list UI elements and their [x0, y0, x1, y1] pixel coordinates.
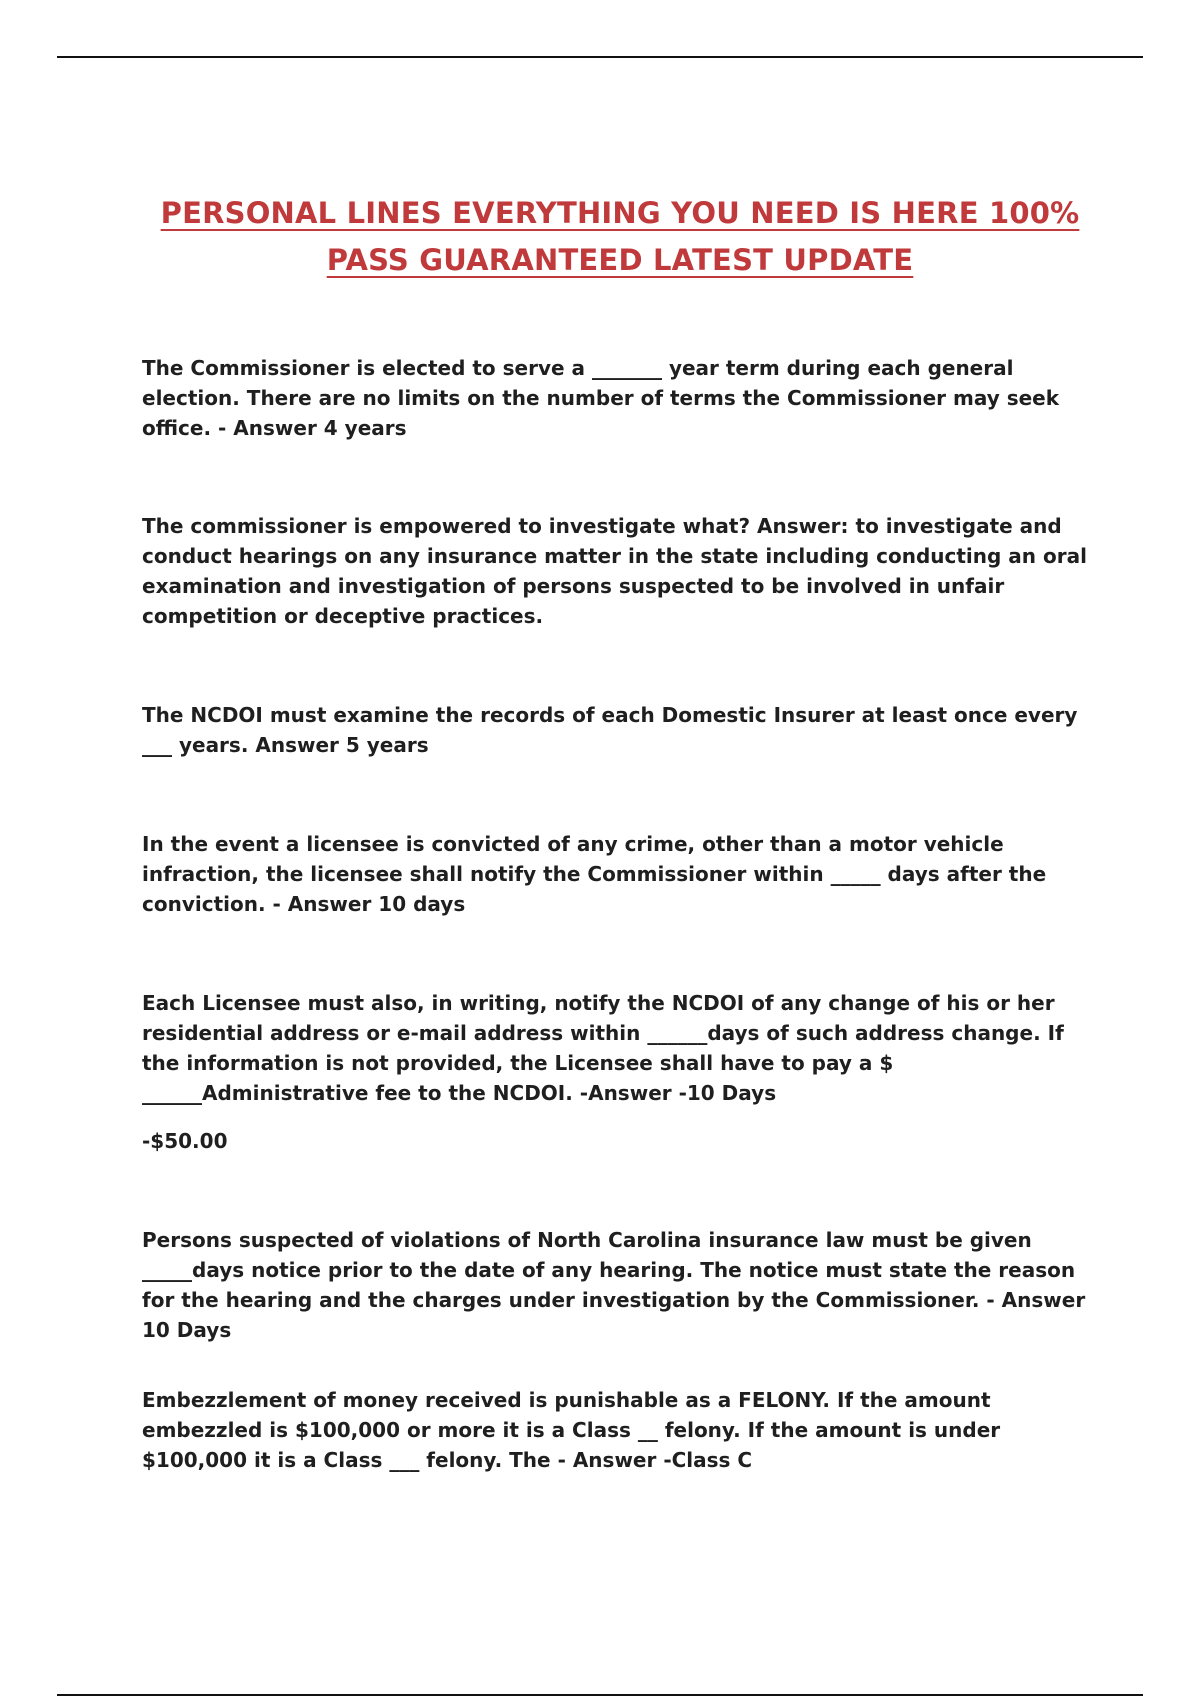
- qa-item-6: [142, 1225, 1092, 1345]
- title-line-2: PASS GUARANTEED LATEST UPDATE: [326, 243, 914, 277]
- qa-item-2: [142, 511, 1092, 631]
- footer-rule: [57, 1694, 1143, 1696]
- qa-text: Each Licensee must also, in writing, notify the NCDOI of any change of his or her residential address or e-mail address within ______days of such address change. If the information is not provided, the Licensee shall have to pay a $ ______Administrative fee to the NCDOI. -Answer -10 Days: [142, 991, 1064, 1105]
- qa-item-7: [142, 1385, 1092, 1475]
- qa-text: The Commissioner is elected to serve a _______ year term during each general election. There are no limits on the number of terms the Commissioner may seek office. - Answer 4 years: [142, 356, 1060, 440]
- qa-text: Persons suspected of violations of North Carolina insurance law must be given _____days notice prior to the date of any hearing. The notice must state the reason for the hearing and the charges under investigation by the Commissioner. - Answer 10 Days: [142, 1228, 1086, 1342]
- qa-item-1: [142, 353, 1092, 443]
- qa-item-3: [142, 700, 1092, 760]
- qa-text: Embezzlement of money received is punishable as a FELONY. If the amount embezzled is $100,000 or more it is a Class __ felony. If the amount is under $100,000 it is a Class ___ felony. The - Answer -Class C: [142, 1388, 1001, 1472]
- qa-text: The NCDOI must examine the records of each Domestic Insurer at least once every ___ years. Answer 5 years: [142, 703, 1078, 757]
- title-line-1: PERSONAL LINES EVERYTHING YOU NEED IS HERE 100%: [160, 196, 1080, 230]
- document-title: [100, 190, 1140, 284]
- qa-text: The commissioner is empowered to investigate what? Answer: to investigate and conduct hearings on any insurance matter in the state including conducting an oral examination and investigation of persons suspected to be involved in unfair competition or deceptive practices.: [142, 514, 1087, 628]
- qa-text: In the event a licensee is convicted of any crime, other than a motor vehicle infraction, the licensee shall notify the Commissioner within _____ days after the conviction. - Answer 10 days: [142, 832, 1047, 916]
- header-rule: [57, 56, 1143, 58]
- qa-item-4: [142, 829, 1092, 919]
- qa-extra: -$50.00: [142, 1129, 228, 1153]
- qa-item-5: [142, 988, 1092, 1156]
